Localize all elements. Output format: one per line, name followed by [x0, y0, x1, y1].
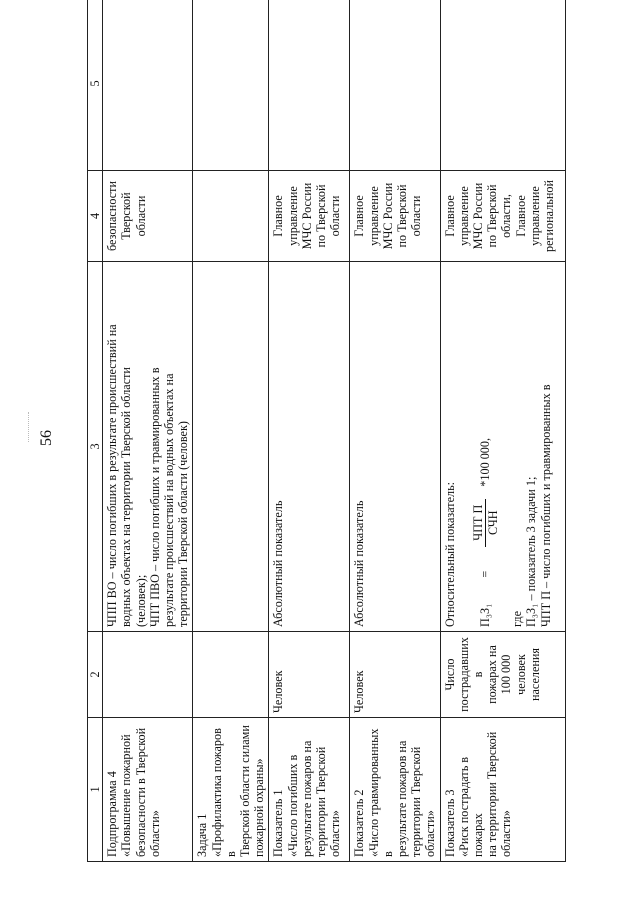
formula — [471, 266, 500, 627]
cell-line: области — [409, 195, 424, 237]
col-header-5: 5 — [88, 0, 103, 171]
cell-line: водных объектах на территории Тверской области — [119, 367, 134, 627]
unit-cell: Человек — [269, 632, 350, 718]
cell-line: пожарной охраны» — [252, 758, 267, 857]
subprogram-cell — [103, 718, 193, 862]
cell-line: области» — [328, 810, 343, 857]
cell-line: (человек); — [133, 574, 148, 627]
header-row — [88, 0, 103, 862]
cell-line: территории Тверской — [409, 746, 424, 857]
notes-cell — [103, 0, 193, 171]
cell-line: по Тверской — [395, 184, 410, 248]
cell-line: области» — [147, 810, 162, 857]
notes-cell — [269, 0, 350, 171]
formula-denominator: СЧН — [486, 510, 501, 535]
cell-line: ЧПП ВО – число погибших в результате происшествий на — [105, 324, 120, 627]
method-cell: Абсолютный показатель — [350, 262, 440, 632]
formula-where: где — [510, 610, 525, 627]
table-row — [193, 0, 269, 862]
cell-line: «Число травмированных в — [366, 728, 395, 857]
cell-line: области» — [423, 810, 438, 857]
cell-line: населения — [527, 647, 542, 702]
method-cell — [193, 262, 269, 632]
cell-line: по Тверской — [485, 184, 500, 248]
formula-numerator: ЧПТ П — [471, 499, 486, 547]
method-cell — [103, 262, 193, 632]
cell-line: области» — [499, 810, 514, 857]
table-row — [103, 0, 193, 862]
cell-line: области — [328, 195, 343, 237]
cell-line: МЧС России — [471, 182, 486, 250]
cell-line: Главное — [442, 195, 457, 237]
cell-line: пострадавших в — [456, 637, 486, 712]
cell-line: Показатель 1 — [271, 789, 286, 857]
formula-equals: = — [478, 570, 493, 578]
indicator-cell — [350, 718, 440, 862]
table-row — [440, 0, 565, 862]
cell-line: на территории Тверской — [485, 731, 500, 857]
cell-line: результате пожаров на — [299, 740, 314, 857]
cell-line: «Профилактика пожаров в — [209, 728, 238, 857]
method-cell: Абсолютный показатель — [269, 262, 350, 632]
cell-line: безопасности в Тверской — [133, 727, 148, 857]
cell-line: по Тверской — [314, 184, 329, 248]
cell-line: области, — [499, 194, 514, 238]
source-cell — [103, 171, 193, 262]
cell-line: управление — [285, 186, 300, 246]
formula-fraction — [471, 499, 500, 547]
page-number: 56 — [38, 430, 55, 446]
indicator-cell — [269, 718, 350, 862]
cell-line: Тверской — [119, 192, 134, 240]
cell-line: управление — [456, 186, 471, 246]
table-row — [350, 0, 440, 862]
notes-cell — [350, 0, 440, 171]
cell-line: Главное — [271, 195, 286, 237]
formula-definition: П₃З₁ – показатель 3 задачи 1; — [524, 476, 539, 627]
cell-line: «Число погибших в — [285, 754, 300, 857]
cell-line: Показатель 2 — [352, 789, 367, 857]
notes-cell — [440, 0, 565, 171]
col-header-1: 1 — [88, 718, 103, 862]
task-cell — [193, 718, 269, 862]
cell-line: управление — [366, 186, 381, 246]
formula-multiplier: *100 000, — [478, 437, 493, 487]
cell-line: Подпрограмма 4 — [105, 771, 120, 857]
indicator-cell — [440, 718, 565, 862]
cell-line: Главное — [352, 195, 367, 237]
cell-line: пожарах на — [485, 645, 500, 704]
cell-line: ЧПТ ПВО – число погибших и травмированных в — [147, 367, 162, 627]
table-row — [269, 0, 350, 862]
col-header-3: 3 — [88, 262, 103, 632]
cell-line: Тверской области силами — [238, 725, 253, 857]
source-cell — [350, 171, 440, 262]
cell-line: Задача 1 — [195, 813, 210, 857]
source-cell — [440, 171, 565, 262]
notes-cell — [193, 0, 269, 171]
cell-line: МЧС России — [299, 182, 314, 250]
source-cell — [269, 171, 350, 262]
unit-cell — [193, 632, 269, 718]
rotated-page — [87, 42, 607, 862]
cell-line: безопасности — [105, 181, 120, 251]
cell-line: управление — [527, 186, 542, 246]
cell-line: «Риск пострадать в пожарах — [456, 756, 486, 857]
source-cell — [193, 171, 269, 262]
cell-line: региональной — [542, 180, 557, 252]
cell-line: «Повышение пожарной — [119, 734, 134, 857]
cell-line: Показатель 3 — [442, 789, 457, 857]
indicator-table — [87, 0, 566, 862]
unit-cell — [440, 632, 565, 718]
method-cell — [440, 262, 565, 632]
cell-line: Главное — [513, 195, 528, 237]
formula-lhs: П₃З₁ — [478, 603, 493, 627]
unit-cell — [103, 632, 193, 718]
cell-line: МЧС России — [380, 182, 395, 250]
cell-line: результате происшествий на водных объектах на — [162, 373, 177, 627]
cell-line: 100 000 человек — [499, 654, 528, 695]
formula-definition: ЧПТ П – число погибших и травмированных в — [538, 384, 553, 627]
margin-mark — [28, 412, 37, 442]
col-header-2: 2 — [88, 632, 103, 718]
formula-intro: Относительный показатель: — [442, 481, 457, 627]
unit-cell: Человек — [350, 632, 440, 718]
cell-line: области — [133, 195, 148, 237]
cell-line: результате пожаров на — [395, 740, 410, 857]
cell-line: Число — [442, 658, 457, 691]
cell-line: территории Тверской — [314, 746, 329, 857]
col-header-4: 4 — [88, 171, 103, 262]
cell-line: территории Тверской области (человек) — [176, 421, 191, 627]
